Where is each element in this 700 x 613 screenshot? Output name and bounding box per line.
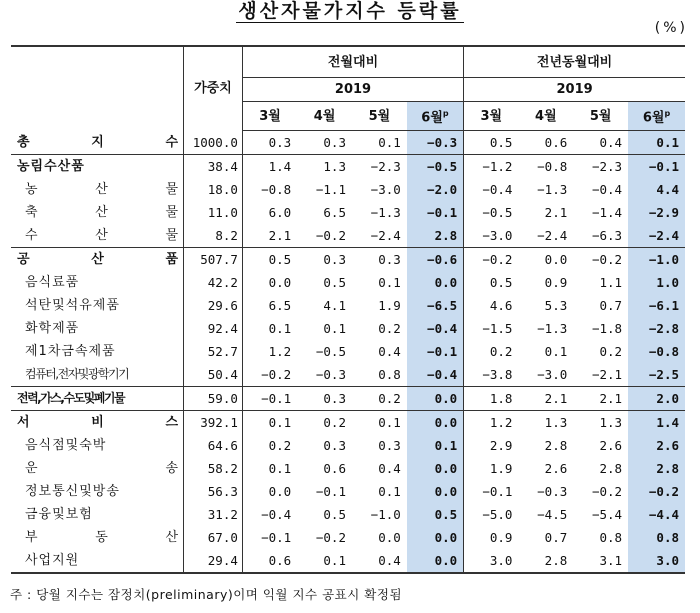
- row-label: 정보통신및방송: [11, 480, 184, 503]
- yoy-cell: 2.1: [573, 387, 628, 411]
- mom-cell: −0.4: [261, 507, 292, 522]
- row-label: 화학제품: [11, 317, 184, 340]
- header-mom: 전월대비: [242, 46, 463, 78]
- mom-cell: 0.5: [407, 503, 464, 526]
- mom-cell: 0.4: [378, 461, 401, 476]
- mom-cell: 0.3: [297, 387, 352, 411]
- yoy-cell: −0.5: [482, 205, 513, 220]
- yoy-cell: −2.9: [628, 201, 685, 224]
- yoy-cell: 5.3: [544, 298, 568, 313]
- yoy-cell: 0.7: [599, 298, 623, 313]
- weight-cell: 92.4: [184, 317, 243, 340]
- mom-cell: 2.8: [407, 224, 464, 248]
- mom-cell: −0.1: [242, 387, 297, 411]
- mom-cell: 1.2: [268, 344, 292, 359]
- weight-cell: 42.2: [184, 271, 243, 294]
- yoy-cell: 0.9: [489, 530, 513, 545]
- mom-cell: 0.1: [352, 411, 407, 435]
- mom-cell: 0.2: [268, 438, 292, 453]
- yoy-cell: −0.8: [628, 340, 685, 363]
- prelim-mark: p: [664, 109, 671, 119]
- page-title-text: 생산자물가지수 등락률: [238, 0, 462, 22]
- yoy-cell: −6.1: [628, 294, 685, 317]
- table-row: [11, 457, 685, 480]
- row-label: 농림수산품: [11, 155, 184, 179]
- weight-cell: 52.7: [184, 340, 243, 363]
- yoy-cell: −0.2: [628, 480, 685, 503]
- mom-cell: 1.9: [378, 298, 401, 313]
- yoy-cell: 1.3: [573, 411, 628, 435]
- yoy-cell: 1.2: [464, 411, 519, 435]
- yoy-cell: 0.8: [599, 530, 623, 545]
- yoy-cell: 0.1: [544, 344, 568, 359]
- mom-cell: 0.2: [378, 321, 401, 336]
- weight-cell: 64.6: [184, 434, 243, 457]
- weight-cell: 38.4: [184, 155, 243, 179]
- mom-cell: 0.1: [378, 275, 401, 290]
- row-label: 농 산 물: [11, 178, 184, 201]
- mom-cell: 0.8: [378, 367, 401, 382]
- yoy-cell: 0.6: [544, 135, 568, 150]
- mom-cell: 6.0: [268, 205, 292, 220]
- mom-cell: −1.0: [370, 507, 401, 522]
- mom-cell: 0.0: [268, 275, 292, 290]
- mom-cell: 0.1: [297, 549, 352, 573]
- weight-cell: 11.0: [184, 201, 243, 224]
- yoy-cell: −1.3: [537, 182, 568, 197]
- yoy-cell: −0.2: [591, 484, 623, 499]
- yoy-cell: 3.1: [573, 549, 628, 573]
- yoy-cell: 0.2: [599, 344, 623, 359]
- mom-cell: −0.2: [315, 530, 346, 545]
- yoy-cell: −0.1: [628, 155, 685, 179]
- header-year-yoy: 2019: [464, 78, 685, 102]
- mom-cell: 0.0: [407, 271, 464, 294]
- table-row: [11, 294, 685, 317]
- yoy-cell: 1.9: [489, 461, 513, 476]
- table-row: [11, 549, 685, 573]
- yoy-cell: 3.0: [464, 549, 519, 573]
- yoy-cell: −3.0: [482, 228, 513, 243]
- yoy-cell: −2.5: [628, 363, 685, 387]
- mom-cell: 4.1: [323, 298, 346, 313]
- yoy-cell: −3.8: [482, 367, 513, 382]
- yoy-cell: 0.5: [489, 275, 513, 290]
- row-label: 수 산 물: [11, 224, 184, 248]
- header-yoy: 전년동월대비: [464, 46, 685, 78]
- row-label: 제1차금속제품: [11, 340, 184, 363]
- mom-cell: 0.5: [323, 275, 346, 290]
- row-label: 컴퓨터,전자및광학기기: [11, 363, 184, 387]
- mom-cell: −0.5: [315, 344, 346, 359]
- mom-cell: 0.0: [407, 411, 464, 435]
- mom-cell: 0.0: [407, 457, 464, 480]
- weight-cell: 59.0: [184, 387, 243, 411]
- yoy-cell: −1.5: [482, 321, 513, 336]
- mom-cell: −1.3: [370, 205, 401, 220]
- yoy-cell: −0.2: [464, 248, 519, 272]
- mom-cell: −0.1: [407, 201, 464, 224]
- row-label: 부 동 산: [11, 526, 184, 549]
- table-row: [11, 271, 685, 294]
- yoy-cell: −2.1: [591, 367, 623, 382]
- yoy-cell: 2.9: [489, 438, 513, 453]
- yoy-cell: −0.8: [518, 155, 573, 179]
- mom-cell: −2.3: [352, 155, 407, 179]
- yoy-cell: −0.1: [482, 484, 513, 499]
- mom-cell: 0.1: [268, 321, 292, 336]
- yoy-cell: −6.3: [591, 228, 623, 243]
- yoy-cell: 2.6: [628, 434, 685, 457]
- header-row-1: [11, 46, 685, 78]
- mom-cell: 0.3: [323, 438, 346, 453]
- yoy-cell: 2.6: [544, 461, 568, 476]
- weight-cell: 67.0: [184, 526, 243, 549]
- yoy-cell: 0.5: [489, 135, 513, 150]
- mom-cell: 0.1: [378, 135, 401, 150]
- mom-cell: −0.1: [407, 340, 464, 363]
- table-row: [11, 480, 685, 503]
- row-label: 전력,가스,수도및폐기물: [11, 387, 184, 411]
- weight-cell: 58.2: [184, 457, 243, 480]
- yoy-cell: −2.8: [628, 317, 685, 340]
- yoy-cell: −4.4: [628, 503, 685, 526]
- yoy-cell: −0.4: [591, 182, 623, 197]
- weight-cell: 507.7: [184, 248, 243, 272]
- header-month: 5월: [573, 102, 628, 131]
- yoy-cell: −1.4: [591, 205, 623, 220]
- row-label: 음식점및숙박: [11, 434, 184, 457]
- header-blank: [11, 46, 184, 131]
- mom-cell: −2.4: [370, 228, 401, 243]
- yoy-cell: −2.4: [537, 228, 568, 243]
- mom-cell: 0.0: [268, 484, 292, 499]
- mom-cell: 0.3: [297, 248, 352, 272]
- yoy-cell: −3.0: [537, 367, 568, 382]
- mom-cell: −0.1: [315, 484, 346, 499]
- table-row: [11, 248, 685, 272]
- mom-cell: −6.5: [407, 294, 464, 317]
- row-label: 운 송: [11, 457, 184, 480]
- mom-cell: 0.0: [407, 480, 464, 503]
- mom-cell: 1.4: [242, 155, 297, 179]
- yoy-cell: −0.2: [573, 248, 628, 272]
- yoy-cell: 4.6: [489, 298, 513, 313]
- mom-cell: 0.5: [323, 507, 346, 522]
- yoy-cell: 1.4: [628, 411, 685, 435]
- header-month-text: 6월: [421, 110, 443, 126]
- weight-cell: 18.0: [184, 178, 243, 201]
- mom-cell: 0.1: [407, 434, 464, 457]
- weight-cell: 29.6: [184, 294, 243, 317]
- weight-cell: 50.4: [184, 363, 243, 387]
- mom-cell: 0.6: [323, 461, 346, 476]
- table-row: [11, 503, 685, 526]
- yoy-cell: −2.4: [628, 224, 685, 248]
- mom-cell: 0.3: [352, 248, 407, 272]
- yoy-cell: 1.0: [628, 271, 685, 294]
- yoy-cell: 1.3: [518, 411, 573, 435]
- table-row: [11, 363, 685, 387]
- yoy-cell: 0.2: [489, 344, 513, 359]
- mom-cell: 0.0: [378, 530, 401, 545]
- ppi-table: [11, 45, 685, 574]
- mom-cell: −0.4: [407, 317, 464, 340]
- table-row: [11, 526, 685, 549]
- row-label: 축 산 물: [11, 201, 184, 224]
- mom-cell: −0.3: [407, 131, 464, 155]
- unit-label: (%): [654, 20, 688, 36]
- yoy-cell: 4.4: [628, 178, 685, 201]
- yoy-cell: −1.2: [464, 155, 519, 179]
- row-label: 사업지원: [11, 549, 184, 573]
- header-weight: 가중치: [184, 46, 243, 131]
- table-row: [11, 411, 685, 435]
- weight-cell: 8.2: [184, 224, 243, 248]
- footnote: 주 : 당월 지수는 잠정치(preliminary)이며 익월 지수 공표시 확정됨: [10, 587, 403, 602]
- yoy-cell: −0.4: [482, 182, 513, 197]
- yoy-cell: 1.1: [599, 275, 623, 290]
- header-month: 3월: [242, 102, 297, 131]
- header-month-prelim: [407, 102, 464, 131]
- table-row: [11, 340, 685, 363]
- mom-cell: 6.5: [268, 298, 292, 313]
- mom-cell: −0.4: [407, 363, 464, 387]
- mom-cell: 0.1: [323, 321, 346, 336]
- row-label: 총 지 수: [11, 131, 184, 155]
- mom-cell: 0.0: [407, 387, 464, 411]
- mom-cell: 6.5: [323, 205, 346, 220]
- yoy-cell: −2.3: [573, 155, 628, 179]
- weight-cell: 29.4: [184, 549, 243, 573]
- yoy-cell: 0.9: [544, 275, 568, 290]
- mom-cell: −0.8: [261, 182, 292, 197]
- table-row: [11, 434, 685, 457]
- yoy-cell: 2.0: [628, 387, 685, 411]
- table-row: [11, 317, 685, 340]
- mom-cell: −0.6: [407, 248, 464, 272]
- table-row: [11, 201, 685, 224]
- weight-cell: 56.3: [184, 480, 243, 503]
- mom-cell: 0.2: [352, 387, 407, 411]
- yoy-cell: −1.8: [591, 321, 623, 336]
- mom-cell: 0.6: [242, 549, 297, 573]
- table-row: [11, 178, 685, 201]
- page-title: [0, 0, 700, 22]
- header-month-prelim: [628, 102, 685, 131]
- mom-cell: −0.1: [261, 530, 292, 545]
- table-row: [11, 224, 685, 248]
- yoy-cell: −4.5: [537, 507, 568, 522]
- yoy-cell: 0.0: [518, 248, 573, 272]
- mom-cell: −0.2: [261, 367, 292, 382]
- header-month-text: 6월: [642, 110, 665, 126]
- yoy-cell: 0.4: [599, 135, 623, 150]
- header-year-mom: 2019: [242, 78, 463, 102]
- mom-cell: 0.4: [378, 344, 401, 359]
- mom-cell: 0.3: [268, 135, 292, 150]
- yoy-cell: −5.4: [591, 507, 623, 522]
- yoy-cell: 0.7: [544, 530, 568, 545]
- mom-cell: 2.1: [268, 228, 292, 243]
- yoy-cell: −1.3: [537, 321, 568, 336]
- mom-cell: −3.0: [370, 182, 401, 197]
- prelim-mark: p: [442, 109, 449, 119]
- mom-cell: 0.1: [268, 461, 292, 476]
- mom-cell: 0.3: [323, 135, 346, 150]
- mom-cell: 0.2: [297, 411, 352, 435]
- yoy-cell: 3.0: [628, 549, 685, 573]
- header-month: 3월: [464, 102, 519, 131]
- table-row: [11, 155, 685, 179]
- mom-cell: 0.4: [352, 549, 407, 573]
- weight-cell: 31.2: [184, 503, 243, 526]
- table-row: [11, 387, 685, 411]
- yoy-cell: 2.6: [599, 438, 623, 453]
- yoy-cell: 2.8: [518, 549, 573, 573]
- mom-cell: 0.3: [378, 438, 401, 453]
- mom-cell: 0.0: [407, 549, 464, 573]
- header-month: 4월: [518, 102, 573, 131]
- mom-cell: −0.3: [315, 367, 346, 382]
- yoy-cell: 2.8: [544, 438, 568, 453]
- yoy-cell: −1.0: [628, 248, 685, 272]
- yoy-cell: 0.8: [628, 526, 685, 549]
- header-month: 5월: [352, 102, 407, 131]
- yoy-cell: 2.1: [544, 205, 568, 220]
- row-label: 공 산 품: [11, 248, 184, 272]
- yoy-cell: 0.1: [628, 131, 685, 155]
- row-label: 서 비 스: [11, 411, 184, 435]
- mom-cell: −0.5: [407, 155, 464, 179]
- yoy-cell: 2.8: [628, 457, 685, 480]
- mom-cell: −0.2: [315, 228, 346, 243]
- yoy-cell: 2.8: [599, 461, 623, 476]
- row-label: 음식료품: [11, 271, 184, 294]
- yoy-cell: −0.3: [537, 484, 568, 499]
- yoy-cell: 1.8: [464, 387, 519, 411]
- mom-cell: 0.1: [378, 484, 401, 499]
- row-label: 석탄및석유제품: [11, 294, 184, 317]
- mom-cell: −2.0: [407, 178, 464, 201]
- row-label: 금융및보험: [11, 503, 184, 526]
- mom-cell: 0.5: [242, 248, 297, 272]
- header-month: 4월: [297, 102, 352, 131]
- weight-cell: 392.1: [184, 411, 243, 435]
- mom-cell: −1.1: [315, 182, 346, 197]
- mom-cell: 1.3: [297, 155, 352, 179]
- yoy-cell: −5.0: [482, 507, 513, 522]
- table-row: [11, 131, 685, 155]
- mom-cell: 0.0: [407, 526, 464, 549]
- yoy-cell: 2.1: [518, 387, 573, 411]
- mom-cell: 0.1: [242, 411, 297, 435]
- weight-cell: 1000.0: [184, 131, 243, 155]
